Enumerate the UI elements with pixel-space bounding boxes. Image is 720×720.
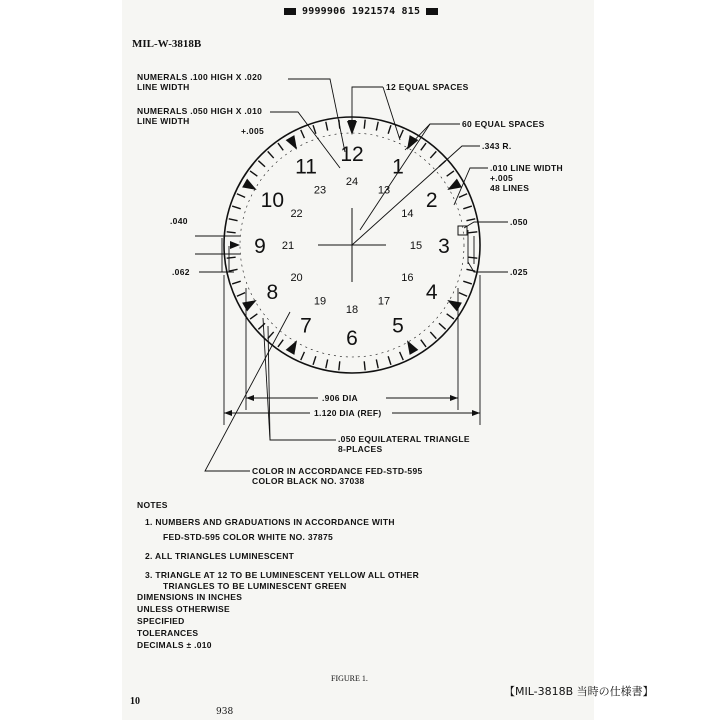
hour-numeral: 9 bbox=[254, 235, 266, 258]
minute-tick bbox=[326, 359, 328, 368]
dim-906-dia: .906 DIA bbox=[322, 393, 358, 403]
minute-tick bbox=[466, 219, 475, 221]
minute-tick bbox=[459, 293, 467, 297]
minute-tick bbox=[421, 340, 426, 347]
triangle-marker bbox=[242, 179, 257, 190]
page-number: 10 bbox=[130, 696, 140, 707]
callout-line-width: .010 LINE WIDTH +.005 48 LINES bbox=[490, 163, 563, 193]
minute-tick bbox=[339, 361, 340, 370]
note-1-cont: FED-STD-595 COLOR WHITE NO. 37875 bbox=[163, 532, 334, 542]
callout-60-equal-spaces: 60 EQUAL SPACES bbox=[462, 119, 545, 129]
dim-040: .040 bbox=[170, 216, 188, 226]
leader-triangle bbox=[268, 326, 336, 440]
minute-tick bbox=[400, 352, 404, 360]
leader-color bbox=[205, 312, 290, 471]
minute-tick bbox=[232, 281, 241, 284]
note-1: 1. NUMBERS AND GRADUATIONS IN ACCORDANCE WITH bbox=[145, 517, 395, 527]
inner-numeral: 13 bbox=[377, 184, 391, 197]
minute-tick bbox=[388, 125, 391, 134]
hour-numeral: 7 bbox=[300, 314, 312, 338]
dim-025: .025 bbox=[510, 267, 528, 277]
hour-numeral: 3 bbox=[438, 235, 450, 258]
notes-heading: NOTES bbox=[137, 500, 168, 510]
minute-tick bbox=[313, 356, 316, 365]
minute-tick bbox=[278, 143, 283, 150]
inner-numeral: 14 bbox=[401, 208, 414, 220]
minute-tick bbox=[227, 257, 236, 258]
leader-050 bbox=[464, 222, 508, 228]
minute-tick bbox=[268, 151, 274, 158]
serial-number: 9999906 1921574 815 bbox=[302, 6, 421, 17]
triangle-marker bbox=[286, 340, 297, 355]
minute-tick bbox=[468, 257, 477, 258]
minute-tick bbox=[364, 361, 365, 370]
minute-tick bbox=[278, 340, 283, 347]
note-3-cont: TRIANGLES TO BE LUMINESCENT GREEN bbox=[163, 581, 347, 591]
inner-numeral: 19 bbox=[313, 295, 327, 308]
inner-numeral: 15 bbox=[409, 240, 423, 252]
minute-tick bbox=[232, 206, 241, 209]
hour-numeral: 4 bbox=[425, 281, 438, 304]
triangle-marker bbox=[242, 300, 257, 311]
minute-tick bbox=[468, 232, 477, 233]
inner-numeral: 16 bbox=[401, 272, 414, 284]
callout-radius: .343 R. bbox=[482, 141, 512, 151]
spec-number: MIL-W-3818B bbox=[132, 38, 202, 50]
minute-tick bbox=[237, 293, 245, 297]
hour-numeral: 2 bbox=[425, 189, 438, 212]
dimensions-line: DIMENSIONS IN INCHES bbox=[137, 592, 243, 602]
inner-numeral: 18 bbox=[345, 304, 359, 316]
minute-tick bbox=[459, 194, 467, 198]
dimensions-line: TOLERANCES bbox=[137, 628, 199, 638]
triangle-marker bbox=[447, 300, 462, 311]
minute-tick bbox=[376, 359, 378, 368]
minute-tick bbox=[229, 269, 238, 271]
inner-numeral: 23 bbox=[313, 184, 327, 197]
minute-tick bbox=[250, 314, 257, 319]
leader-12-spaces-b bbox=[383, 87, 400, 140]
minute-tick bbox=[301, 352, 305, 360]
callout-numerals-100: NUMERALS .100 HIGH X .020 LINE WIDTH bbox=[137, 72, 263, 92]
hour-numeral: 6 bbox=[346, 327, 358, 350]
minute-tick bbox=[237, 194, 245, 198]
minute-tick bbox=[447, 314, 454, 319]
notes-section bbox=[137, 500, 419, 651]
minute-tick bbox=[229, 219, 238, 221]
figure-label: FIGURE 1. bbox=[331, 674, 368, 683]
image-caption: 【MIL-3818B 当時の仕様書】 bbox=[504, 685, 654, 698]
leader-60-spaces-b bbox=[360, 124, 430, 230]
minute-tick bbox=[463, 206, 472, 209]
minute-tick bbox=[250, 171, 257, 176]
minute-tick bbox=[439, 323, 446, 329]
note-2: 2. ALL TRIANGLES LUMINESCENT bbox=[145, 551, 295, 561]
callout-numerals-050: NUMERALS .050 HIGH X .010 LINE WIDTH +.005 bbox=[137, 106, 265, 136]
minute-tick bbox=[400, 130, 404, 138]
triangle-marker bbox=[407, 340, 418, 355]
minute-tick bbox=[421, 143, 426, 150]
dimensions-line: DECIMALS ± .010 bbox=[137, 640, 212, 650]
handwritten-number: 938 bbox=[216, 707, 234, 717]
minute-tick bbox=[430, 332, 436, 339]
inner-numeral: 20 bbox=[290, 272, 303, 284]
minute-tick bbox=[430, 151, 436, 158]
dim-1120-dia: 1.120 DIA (REF) bbox=[314, 408, 382, 418]
triangle-marker bbox=[447, 179, 462, 190]
inner-numeral: 24 bbox=[345, 176, 359, 188]
hour-numeral: 10 bbox=[260, 189, 285, 212]
leader-radius bbox=[352, 146, 480, 245]
hour-numeral: 11 bbox=[295, 155, 317, 179]
leader-numerals-100 bbox=[288, 79, 345, 152]
minute-tick bbox=[326, 122, 328, 131]
dim-050: .050 bbox=[510, 217, 528, 227]
hour-numeral: 1 bbox=[392, 155, 404, 179]
minute-tick bbox=[463, 281, 472, 284]
minute-tick bbox=[376, 122, 378, 131]
inner-numeral: 21 bbox=[281, 240, 295, 252]
callout-12-equal-spaces: 12 EQUAL SPACES bbox=[386, 82, 469, 92]
triangle-marker bbox=[286, 135, 297, 150]
dimensions-line: SPECIFIED bbox=[137, 616, 185, 626]
callout-triangle: .050 EQUILATERAL TRIANGLE 8-PLACES bbox=[338, 434, 470, 454]
note-3: 3. TRIANGLE AT 12 TO BE LUMINESCENT YELLOW ALL OTHER bbox=[145, 570, 420, 580]
inner-numeral: 17 bbox=[377, 295, 391, 308]
minute-tick bbox=[301, 130, 305, 138]
minute-tick bbox=[227, 232, 236, 233]
minute-tick bbox=[447, 171, 454, 176]
minute-tick bbox=[364, 120, 365, 129]
inner-numeral: 22 bbox=[290, 208, 303, 220]
minute-tick bbox=[388, 356, 391, 365]
minute-tick bbox=[466, 269, 475, 271]
dimensions-line: UNLESS OTHERWISE bbox=[137, 604, 230, 614]
hour-numeral: 8 bbox=[266, 281, 279, 304]
dim-062: .062 bbox=[172, 267, 190, 277]
minute-tick bbox=[258, 161, 265, 167]
hour-numeral: 5 bbox=[392, 314, 404, 338]
hour-numeral: 12 bbox=[340, 143, 364, 166]
minute-tick bbox=[258, 323, 265, 329]
callout-color: COLOR IN ACCORDANCE FED-STD-595 COLOR BLACK NO. 37038 bbox=[252, 466, 423, 486]
